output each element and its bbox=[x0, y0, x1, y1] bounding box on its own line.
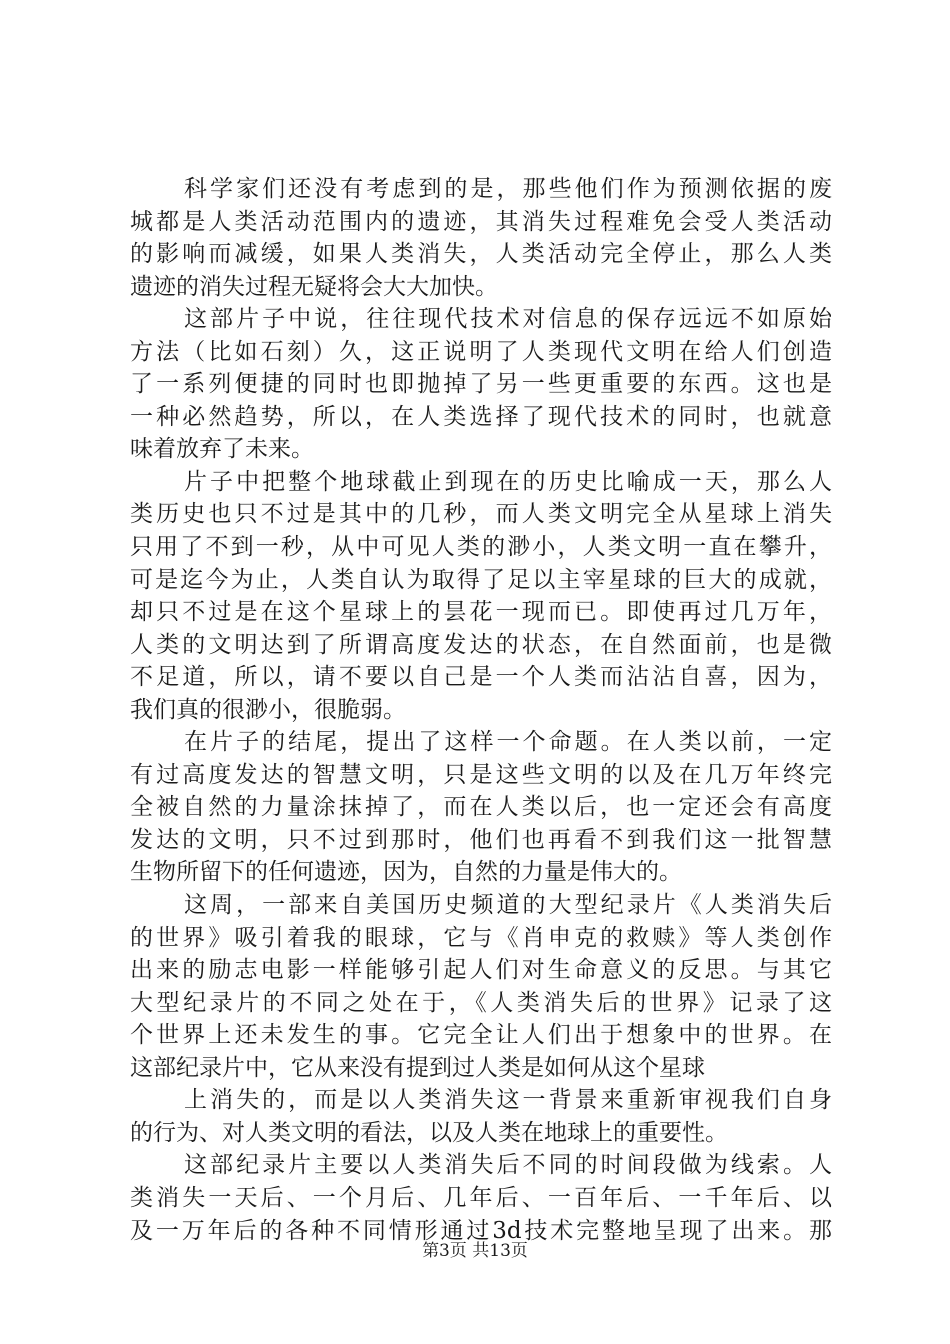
text-line: 出来的励志电影一样能够引起人们对生命意义的反思。与其它 bbox=[130, 957, 832, 984]
text-line: 生物所留下的任何遗迹，因为，自然的力量是伟大的。 bbox=[130, 859, 682, 886]
text-line: 类消失一天后、一个月后、几年后、一百年后、一千年后、以 bbox=[130, 1184, 832, 1211]
text-line: 这周，一部来自美国历史频道的大型纪录片《人类消失后 bbox=[184, 892, 832, 919]
text-line: 发达的文明，只不过到那时，他们也再看不到我们这一批智慧 bbox=[130, 826, 832, 853]
text-line: 片子中把整个地球截止到现在的历史比喻成一天，那么人 bbox=[184, 468, 832, 495]
text-line: 了一系列便捷的同时也即抛掉了另一些更重要的东西。这也是 bbox=[130, 371, 832, 398]
page-footer: 第3页 共13页 bbox=[422, 1241, 528, 1261]
text-line: 一种必然趋势，所以，在人类选择了现代技术的同时，也就意 bbox=[130, 403, 832, 430]
text-line: 城都是人类活动范围内的遗迹，其消失过程难免会受人类活动 bbox=[130, 208, 832, 235]
text-line: 只用了不到一秒，从中可见人类的渺小，人类文明一直在攀升， bbox=[130, 534, 832, 561]
text-line: 全被自然的力量涂抹掉了，而在人类以后，也一定还会有高度 bbox=[130, 794, 832, 821]
text-line: 不足道，所以，请不要以自己是一个人类而沾沾自喜，因为， bbox=[130, 664, 832, 691]
text-line: 大型纪录片的不同之处在于，《人类消失后的世界》记录了这 bbox=[130, 989, 832, 1016]
text-line: 我们真的很渺小，很脆弱。 bbox=[130, 696, 406, 723]
text-line: 类历史也只不过是其中的几秒，而人类文明完全从星球上消失 bbox=[130, 501, 832, 528]
text-line: 个世界上还未发生的事。它完全让人们出于想象中的世界。在 bbox=[130, 1022, 832, 1049]
text-line: 这部纪录片主要以人类消失后不同的时间段做为线索。人 bbox=[184, 1152, 832, 1179]
text-line: 可是迄今为止，人类自认为取得了足以主宰星球的巨大的成就， bbox=[130, 566, 832, 593]
text-line: 味着放弃了未来。 bbox=[130, 436, 314, 463]
text-line: 科学家们还没有考虑到的是，那些他们作为预测依据的废 bbox=[184, 176, 832, 202]
text-line: 有过高度发达的智慧文明，只是这些文明的以及在几万年终完 bbox=[130, 761, 832, 788]
text-line: 人类的文明达到了所谓高度发达的状态，在自然面前，也是微 bbox=[130, 631, 832, 658]
text-line: 的世界》吸引着我的眼球，它与《肖申克的救赎》等人类创作 bbox=[130, 924, 832, 951]
text-line: 及一万年后的各种不同情形通过3d技术完整地呈现了出来。那 bbox=[130, 1217, 832, 1244]
text-line: 方法（比如石刻）久，这正说明了人类现代文明在给人们创造 bbox=[130, 338, 832, 365]
text-line: 却只不过是在这个星球上的昙花一现而已。即使再过几万年， bbox=[130, 599, 832, 626]
text-line: 的行为、对人类文明的看法，以及人类在地球上的重要性。 bbox=[130, 1119, 728, 1146]
text-line: 在片子的结尾，提出了这样一个命题。在人类以前，一定 bbox=[184, 729, 832, 756]
text-line: 上消失的，而是以人类消失这一背景来重新审视我们自身 bbox=[184, 1087, 832, 1114]
text-line: 这部片子中说，往往现代技术对信息的保存远远不如原始 bbox=[184, 306, 832, 333]
text-line: 遗迹的消失过程无疑将会大大加快。 bbox=[130, 273, 498, 300]
text-line: 这部纪录片中，它从来没有提到过人类是如何从这个星球 bbox=[130, 1054, 705, 1081]
text-line: 的影响而减缓，如果人类消失，人类活动完全停止，那么人类 bbox=[130, 241, 832, 268]
document-body bbox=[130, 173, 832, 1247]
